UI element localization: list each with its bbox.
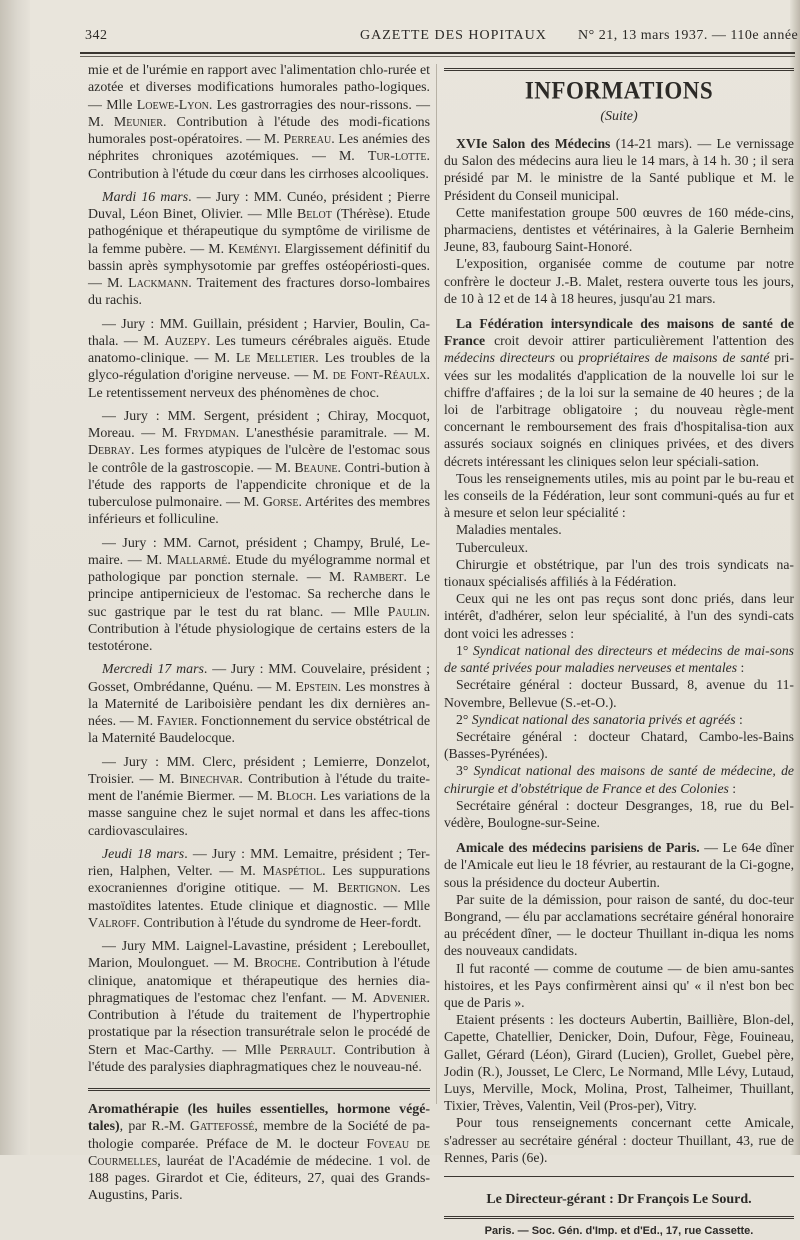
name-small-caps: Gorse [262, 495, 299, 510]
text-run: . Contribution à l'étude des paralysies diaphragmatiques chez le nouveau-né. [88, 1042, 430, 1075]
text-run: . Etude du myélogramme normal et pathologique par ponction sternale. — M. [88, 552, 430, 585]
text-run: L'exposition, organisée comme de coutume par notre confrère le docteur J.-B. Malet, restera ouverte tous les jours, de 10 à 12 et de 14 à 18 heures, jusqu'au 21 mars. [444, 256, 794, 306]
text-run: Secrétaire général : docteur Chatard, Cambo-les-Bains (Basses-Pyrénées). [444, 728, 794, 762]
text-run: 2° [456, 711, 472, 727]
text-run: Par suite de la démission, pour raison de santé, du doc-teur Bongrand, — élu par acclamations secrétaire général honoraire au précédent dîner, — le docteur Thuillant in-diqua les noms des nouveaux candidats. [444, 891, 794, 959]
text-run: — Le 64e dîner de l'Amicale eut lieu le 18 février, au restaurant de la Ci-gogne, sous la présidence du docteur Aubertin. [444, 840, 794, 890]
name-small-caps: Frydman [184, 426, 236, 441]
info-paragraph [444, 762, 794, 796]
italic-text: médecins directeurs [444, 350, 555, 366]
text-run: . Contribution à l'étude du traite-ment de l'anémie Biermer. — M. [88, 771, 430, 804]
running-head [80, 28, 800, 50]
thesis-paragraph [88, 62, 430, 183]
text-run: . Les monstres à la Maternité de Lariboisière pendant les dix dernières an-nées. — M. [88, 679, 430, 729]
name-small-caps: Mallarmé [166, 552, 228, 568]
text-run: Secrétaire général : docteur Desgranges, 18, rue du Bel-védère, Boulogne-sur-Seine. [444, 797, 794, 830]
bold-heading-text: Aromathérapie (les huiles essentielles, hormone végé-tales) [88, 1102, 430, 1135]
page-left-shadow [0, 0, 30, 1155]
info-paragraph [444, 521, 794, 538]
text-run: croit devoir attirer particulièrement l'attention des [485, 333, 794, 349]
text-run: . Artérites des membres inférieurs et folliculine. [88, 495, 430, 528]
journal-title: GAZETTE DES HOPITAUX [360, 28, 547, 43]
left-column [88, 62, 430, 1211]
text-run: , par R.-M. [119, 1119, 190, 1135]
text-run: . Elargissement définitif du bassin après symphysotomie par greffes ostéopériosti-ques. — M. [88, 241, 430, 291]
name-small-caps: Tur-lotte [367, 149, 427, 165]
name-small-caps: Perrault [279, 1042, 333, 1058]
text-run: Etaient présents : les docteurs Aubertin, Baillière, Blon-del, Capette, Chatellier, Denicker, Doin, Dufour, Fège, Fouineau, Gallet, Gérard (Léon), Girard (Lucien), Grollet, Guebel père, Jodin (R.), Jousset, Le Clerc, Le Normand, Mlle Lévy, Lutaud, Luys, Merville, Mock, Molina, Prost, Talheimer, Thuillant, Tixier, Trèves, Valentin, Veil (Pros-per), Vitry. [444, 1012, 794, 1114]
info-paragraph [444, 797, 794, 831]
text-run: : [735, 711, 743, 727]
italic-text: Mardi 16 mars [102, 189, 189, 205]
info-paragraph [444, 556, 794, 590]
info-paragraph [444, 642, 794, 676]
text-run: Tous les renseignements utiles, mis au point par le bu-reau et les conseils de la Fédération, leur sont communi-qués au fur et à mesure et selon leur spécialité : [444, 470, 794, 521]
informations-rule [444, 68, 794, 71]
text-run: : [737, 660, 745, 676]
bold-heading-text: XVIe Salon des Médecins [456, 136, 611, 151]
bold-heading-text: Amicale des médecins parisiens de Paris. [456, 840, 700, 856]
italic-text: Jeudi 18 mars [102, 846, 185, 862]
name-small-caps: Foveau de Courmelles [88, 1136, 430, 1169]
text-run: Ceux qui ne les ont pas reçus sont donc priés, dans leur intérêt, d'adhérer, selon leur spécialité, à l'un des syndi-cats dont voici les adresses : [444, 591, 794, 641]
text-run: . Les mastoïdites latentes. Etude clinique et diagnostic. — Mlle [88, 881, 430, 914]
text-run: — Jury : MM. Clerc, président ; Lemierre, Donzelot, Troisier. — M. [88, 754, 430, 787]
info-paragraph [444, 204, 794, 256]
italic-text: Syndicat national des sanatoria privés et agréés [471, 711, 736, 727]
name-small-caps: Keményi [228, 241, 278, 257]
info-paragraph [444, 839, 794, 891]
name-small-caps: Lackmann [128, 276, 189, 291]
name-small-caps: Epstein [295, 679, 338, 695]
printer-line: Paris. — Soc. Gén. d'Imp. et d'Ed., 17, rue Cassette. [484, 1225, 754, 1238]
thesis-paragraph [88, 408, 430, 529]
text-run: . — Jury : MM. Lemaitre, président ; Ter-rien, Halphen, Velter. — M. [88, 846, 430, 879]
text-run: (Thérèse). Etude pathogénique et thérapeutique du symptôme de virilisme de la femme pubère. — M. [88, 207, 430, 257]
thesis-paragraph [88, 938, 430, 1076]
thesis-paragraph [88, 661, 430, 747]
text-run: Cette manifestation groupe 500 œuvres de 160 méde-cins, pharmaciens, dentistes et vétérinaires, à la Galerie Bernheim Jeune, 83, faubourg Saint-Honoré. [444, 204, 794, 255]
name-small-caps: Bertignon [337, 881, 398, 897]
text-run: . — Jury : MM. Cunéo, président ; Pierre Duval, Léon Binet, Olivier. — Mlle [88, 189, 430, 222]
text-run: , membre de la Société de pa-thologie comparée. Préface de M. le docteur [88, 1119, 430, 1152]
info-paragraph [444, 590, 794, 642]
text-run: . Contribution à l'étude clinique, anatomique et thérapeutique des hernies dia-phragmatiques de l'estomac chez l'enfant. — M. [88, 956, 431, 1006]
name-small-caps: Beaune [294, 460, 338, 476]
footer-rule [444, 1216, 794, 1219]
thesis-paragraph [88, 189, 430, 310]
text-run: . Fonctionnement du service obstétrical de la Maternité Baudelocque. [88, 714, 430, 747]
text-run: (14-21 mars). — Le vernissage du Salon des médecins aura lieu le 14 mars, à 14 h. 30 ; il sera présidé par M. le ministre de la Santé publique et M. le Président du Conseil municipal. [444, 136, 794, 203]
info-paragraph [444, 891, 794, 960]
book-notice [88, 1101, 430, 1205]
text-run: . Le principe antipernicieux de l'estomac. Sa recherche dans le suc gastrique par le test du rat blanc. — Mlle [88, 570, 430, 620]
text-run: . — Jury : MM. Couvelaire, président ; Gosset, Ombrédanne, Quénu. — M. [88, 662, 430, 695]
text-run: . Les variations de la masse sanguine chez le sujet normal et dans les affec-tions cardiovasculaires. [88, 789, 430, 839]
name-small-caps: de Font-Réaulx [332, 368, 427, 384]
info-paragraph [444, 255, 794, 307]
text-run: Tuberculeux. [456, 539, 529, 555]
name-small-caps: Valroff [88, 915, 137, 931]
text-run: Secrétaire général : docteur Bussard, 8, avenue du 11-Novembre, Bellevue (S.-et-O.). [444, 677, 794, 710]
name-small-caps: Debray [88, 443, 132, 459]
name-small-caps: Bloch [276, 789, 314, 804]
text-run: Maladies mentales. [456, 522, 562, 538]
text-run: pri-vées sur les modalités d'application de la nouvelle loi sur le chiffre d'affaires ; de la loi sur la semaine de 40 heures ; de la loi de l'arbitrage obligatoire ; du nouveau règle-ment concernant le remboursement des frais d'hospitalisa-tion aux assurés sociaux soignés en cliniques privées, et des divers décrets intéressant les cliniques selon leur spéciali-sation. [444, 350, 795, 469]
italic-text: Mercredi 17 mars [102, 662, 204, 678]
page-number: 342 [85, 28, 108, 43]
text-run: . L'anesthésie paramitrale. — M. [235, 426, 430, 441]
info-paragraph [444, 135, 794, 204]
info-paragraph [444, 1114, 794, 1166]
name-small-caps: Le Melletier [235, 351, 316, 366]
info-paragraph [444, 315, 794, 470]
info-paragraph [444, 1011, 794, 1114]
text-run: 3° [456, 763, 474, 779]
name-small-caps: Perreau [283, 132, 332, 147]
info-paragraph [444, 728, 794, 762]
section-separator [444, 1176, 794, 1177]
thesis-paragraph [88, 535, 430, 656]
text-run: . Les suppurations exocraniennes d'origine otitique. — M. [88, 864, 431, 897]
name-small-caps: Binechvar [179, 771, 240, 787]
info-paragraph [444, 539, 794, 556]
text-run: . Les tumeurs cérébrales aiguës. Etude anatomo-clinique. — M. [88, 333, 430, 366]
text-run: . Contribution à l'étude du traitement de l'hypertrophie prostatique par la résection transurétrale selon le procédé de Stern et Mac-Carthy. — Mlle [88, 990, 430, 1058]
text-run: — Jury MM. Laignel-Lavastine, président ; Lereboullet, Marion, Moulonguet. — M. [88, 939, 430, 972]
text-run: . Les gastrorragies des nour-rissons. — M. [88, 97, 430, 130]
header-rule-thin [80, 56, 795, 57]
italic-text: Syndicat national des maisons de santé de médecine, de chirurgie et d'obstétrique de France et des Colonies [444, 763, 794, 796]
informations-suite: (Suite) [600, 109, 638, 124]
name-small-caps: Fayier [156, 714, 195, 729]
text-run: . Traitement des fractures dorso-lombaires du rachis. [88, 276, 430, 309]
text-run: , lauréat de l'Académie de médecine. 1 vol. de 188 pages. Girardot et Cie, éditeurs, 27, quai des Grands-Augustins, Paris. [88, 1153, 430, 1204]
info-paragraph [444, 960, 794, 1012]
italic-text: Syndicat national des directeurs et médecins de mai-sons de santé privées pour maladies nerveuses et mentales [444, 642, 794, 676]
bold-heading-text: La Fédération intersyndicale des maisons de santé de France [444, 316, 794, 349]
header-rule [80, 52, 795, 54]
text-run: . Les formes atypiques de l'ulcère de l'estomac sous le contrôle de la gastroscopie. — M. [88, 443, 430, 476]
info-paragraph [444, 470, 794, 522]
name-small-caps: Belot [297, 207, 332, 222]
info-paragraph [444, 676, 794, 710]
informations-heading: INFORMATIONS [524, 76, 714, 104]
text-run: . Le retentissement nerveux des phénomènes de choc. [88, 368, 430, 401]
name-small-caps: Rambert [353, 570, 404, 585]
text-run: mie et de l'urémie en rapport avec l'alimentation chlo-rurée et azotée et diverses modifications humorales patho-logiques. — Mlle [88, 63, 430, 113]
column-divider [436, 64, 437, 1104]
text-run: . Contribution à l'étude physiologique de certains esters de la testotérone. [88, 604, 430, 654]
thesis-paragraph [88, 754, 430, 840]
name-small-caps: Maspétiol [262, 864, 323, 879]
text-run: 1° [456, 642, 473, 658]
thesis-paragraph [88, 846, 430, 932]
text-run: : [728, 780, 737, 796]
text-run: — Jury : MM. Carnot, président ; Champy, Brulé, Le-maire. — M. [88, 535, 430, 568]
text-run: . Contribution à l'étude du syndrome de Heer-fordt. [136, 915, 422, 931]
text-run: Chirurgie et obstétrique, par l'un des trois syndicats na-tionaux spécialisés affiliés à la Fédération. [444, 556, 794, 590]
text-run: Il fut raconté — comme de coutume — de bien amu-santes histoires, et les Pays confirmèrent ainsi qu' « il n'est bon bec que de Paris ». [444, 960, 794, 1010]
thesis-paragraph [88, 316, 430, 402]
text-run: Pour tous renseignements concernant cette Amicale, s'adresser au secrétaire général : docteur Thuillant, 43, rue de Rennes, Paris (6e). [444, 1115, 794, 1165]
name-small-caps: Loewe-Lyon [136, 97, 209, 113]
name-small-caps: Broche [254, 956, 298, 972]
name-small-caps: Advenier [372, 990, 427, 1006]
name-small-caps: Gattefossé [189, 1119, 255, 1135]
name-small-caps: Paulin [387, 604, 427, 620]
text-run: ou [554, 350, 579, 366]
director-line: Le Directeur-gérant : Dr François Le Sourd. [486, 1191, 752, 1207]
right-column [444, 66, 794, 1240]
name-small-caps: Meunier [113, 114, 163, 130]
issue-info: N° 21, 13 mars 1937. — 110e année [578, 28, 799, 43]
text-run: . Les anémies des néphrites chroniques azotémiques. — M. [88, 132, 430, 165]
name-small-caps: Auzepy [164, 333, 207, 349]
italic-text: propriétaires de maisons de santé [578, 350, 770, 366]
info-paragraph [444, 711, 794, 728]
text-run: — Jury : MM. Guillain, président ; Harvier, Boulin, Ca-thala. — M. [88, 316, 430, 349]
text-run: . Contribution à l'étude des modi-fications humorales post-opératoires. — M. [88, 114, 430, 147]
text-run: . Contri-bution à l'étude des rapports de l'appendicite chronique et de la tuberculose pulmonaire. — M. [88, 460, 430, 510]
text-run: . Contribution à l'étude du cœur dans les cirrhoses alcooliques. [88, 149, 430, 182]
section-separator [88, 1088, 430, 1091]
text-run: — Jury : MM. Sergent, président ; Chiray, Mocquot, Moreau. — M. [88, 408, 430, 441]
text-run: . Les troubles de la glyco-régulation d'origine nerveuse. — M. [88, 351, 430, 384]
